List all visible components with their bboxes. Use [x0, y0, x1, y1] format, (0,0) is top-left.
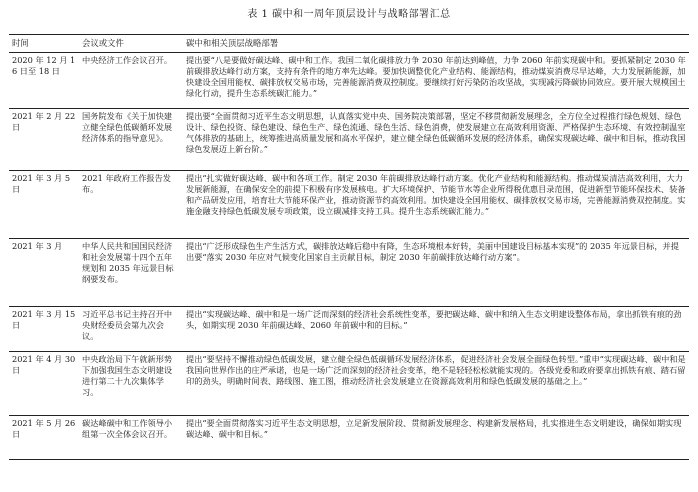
cell-content: 提出要“全面贯彻习近平生态文明思想，认真落实党中央、国务院决策部署，坚定不移贯彻新发展理念，全方位全过程推行绿色规划、绿色设计、绿色投资、绿色建设、绿色生产、绿色流通、绿色生活、绿色消费，使发展建立在高效利用资源、严格保护生态环境、有效控制温室气体排放的基础上，统筹推进高质量发展和高水平保护，建立健全绿色低碳循环发展的经济体系，确保实现碳达峰、碳中和目标，推动我国绿色发展迈上新台阶。” [183, 109, 689, 171]
cell-time: 2021 年 5 月 26 日 [9, 416, 79, 460]
header-time: 时间 [9, 35, 79, 53]
table-row [9, 171, 689, 239]
cell-meeting: 习近平总书记主持召开中央财经委员会第九次会议。 [79, 307, 183, 352]
cell-content: 提出“广泛形成绿色生产生活方式，碳排放达峰后稳中有降，生态环境根本好转，美丽中国建设目标基本实现”的 2035 年远景目标，并提出要“落实 2030 年应对气候变化国家自主贡献目标，制定 2030 年前碳排放达峰行动方案”。 [183, 239, 689, 307]
cell-time: 2021 年 3 月 [9, 239, 79, 307]
cell-time: 2021 年 2 月 22 日 [9, 109, 79, 171]
cell-content: 提出要“八是要做好碳达峰、碳中和工作。我国二氧化碳排放力争 2030 年前达到峰值，力争 2060 年前实现碳中和。要抓紧制定 2030 年前碳排放达峰行动方案，支持有条件的地方率先达峰。要加快调整优化产业结构、能源结构，推动煤炭消费尽早达峰，大力发展新能源，加快建设全国用能权、碳排放权交易市场，完善能源消费双控制度。要继续打好污染防治攻坚战，实现减污降碳协同效应。要开展大规模国土绿化行动，提升生态系统碳汇能力。” [183, 53, 689, 109]
table-row [9, 416, 689, 460]
table-header-row [9, 35, 689, 53]
table-row [9, 109, 689, 171]
cell-time: 2021 年 3 月 15 日 [9, 307, 79, 352]
cell-content: 提出“实现碳达峰、碳中和是一场广泛而深刻的经济社会系统性变革，要把碳达峰、碳中和纳入生态文明建设整体布局，拿出抓铁有痕的劲头，如期实现 2030 年前碳达峰、2060 年前碳中和的目标。” [183, 307, 689, 352]
cell-time: 2020 年 12 月 16 日至 18 日 [9, 53, 79, 109]
cell-content: 提出“要全面贯彻落实习近平生态文明思想，立足新发展阶段、贯彻新发展理念、构建新发展格局，扎实推进生态文明建设，确保如期实现碳达峰、碳中和目标。” [183, 416, 689, 460]
table-row [9, 307, 689, 352]
table-row [9, 352, 689, 416]
table-row [9, 53, 689, 109]
cell-meeting: 2021 年政府工作报告发布。 [79, 171, 183, 239]
cell-content: 提出“要坚持不懈推动绿色低碳发展，建立健全绿色低碳循环发展经济体系，促进经济社会发展全面绿色转型。”重申“实现碳达峰、碳中和是我国向世界作出的庄严承诺，也是一场广泛而深刻的经济社会变革，绝不是轻轻松松就能实现的。各级党委和政府要拿出抓铁有痕、踏石留印的劲头，明确时间表、路线图、施工图，推动经济社会发展建立在资源高效利用和绿色低碳发展的基础之上。” [183, 352, 689, 416]
cell-meeting: 中华人民共和国国民经济和社会发展第十四个五年规划和 2035 年远景目标纲要发布。 [79, 239, 183, 307]
cell-time: 2021 年 4 月 30 日 [9, 352, 79, 416]
table-caption: 表 1 碳中和一周年顶层设计与战略部署汇总 [247, 9, 451, 20]
policy-summary-table [9, 34, 689, 460]
cell-content: 提出“扎实做好碳达峰、碳中和各项工作。制定 2030 年前碳排放达峰行动方案。优化产业结构和能源结构。推动煤炭清洁高效利用，大力发展新能源，在确保安全的前提下积极有序发展核电。扩大环境保护、节能节水等企业所得税优惠目录范围，促进新型节能环保技术、装备和产品研发应用，培育壮大节能环保产业，推动资源节约高效利用。加快建设全国用能权、碳排放权交易市场，完善能源消费双控制度。实施金融支持绿色低碳发展专项政策，设立碳减排支持工具。提升生态系统碳汇能力。” [183, 171, 689, 239]
header-content: 碳中和相关顶层战略部署 [183, 35, 689, 53]
cell-meeting: 国务院发布《关于加快建立健全绿色低碳循环发展经济体系的指导意见》。 [79, 109, 183, 171]
table-row [9, 239, 689, 307]
cell-meeting: 中央经济工作会议召开。 [79, 53, 183, 109]
cell-time: 2021 年 3 月 5 日 [9, 171, 79, 239]
cell-meeting: 中央政治局下午就新形势下加强我国生态文明建设进行第二十九次集体学习。 [79, 352, 183, 416]
header-meeting: 会议或文件 [79, 35, 183, 53]
cell-meeting: 碳达峰碳中和工作领导小组第一次全体会议召开。 [79, 416, 183, 460]
